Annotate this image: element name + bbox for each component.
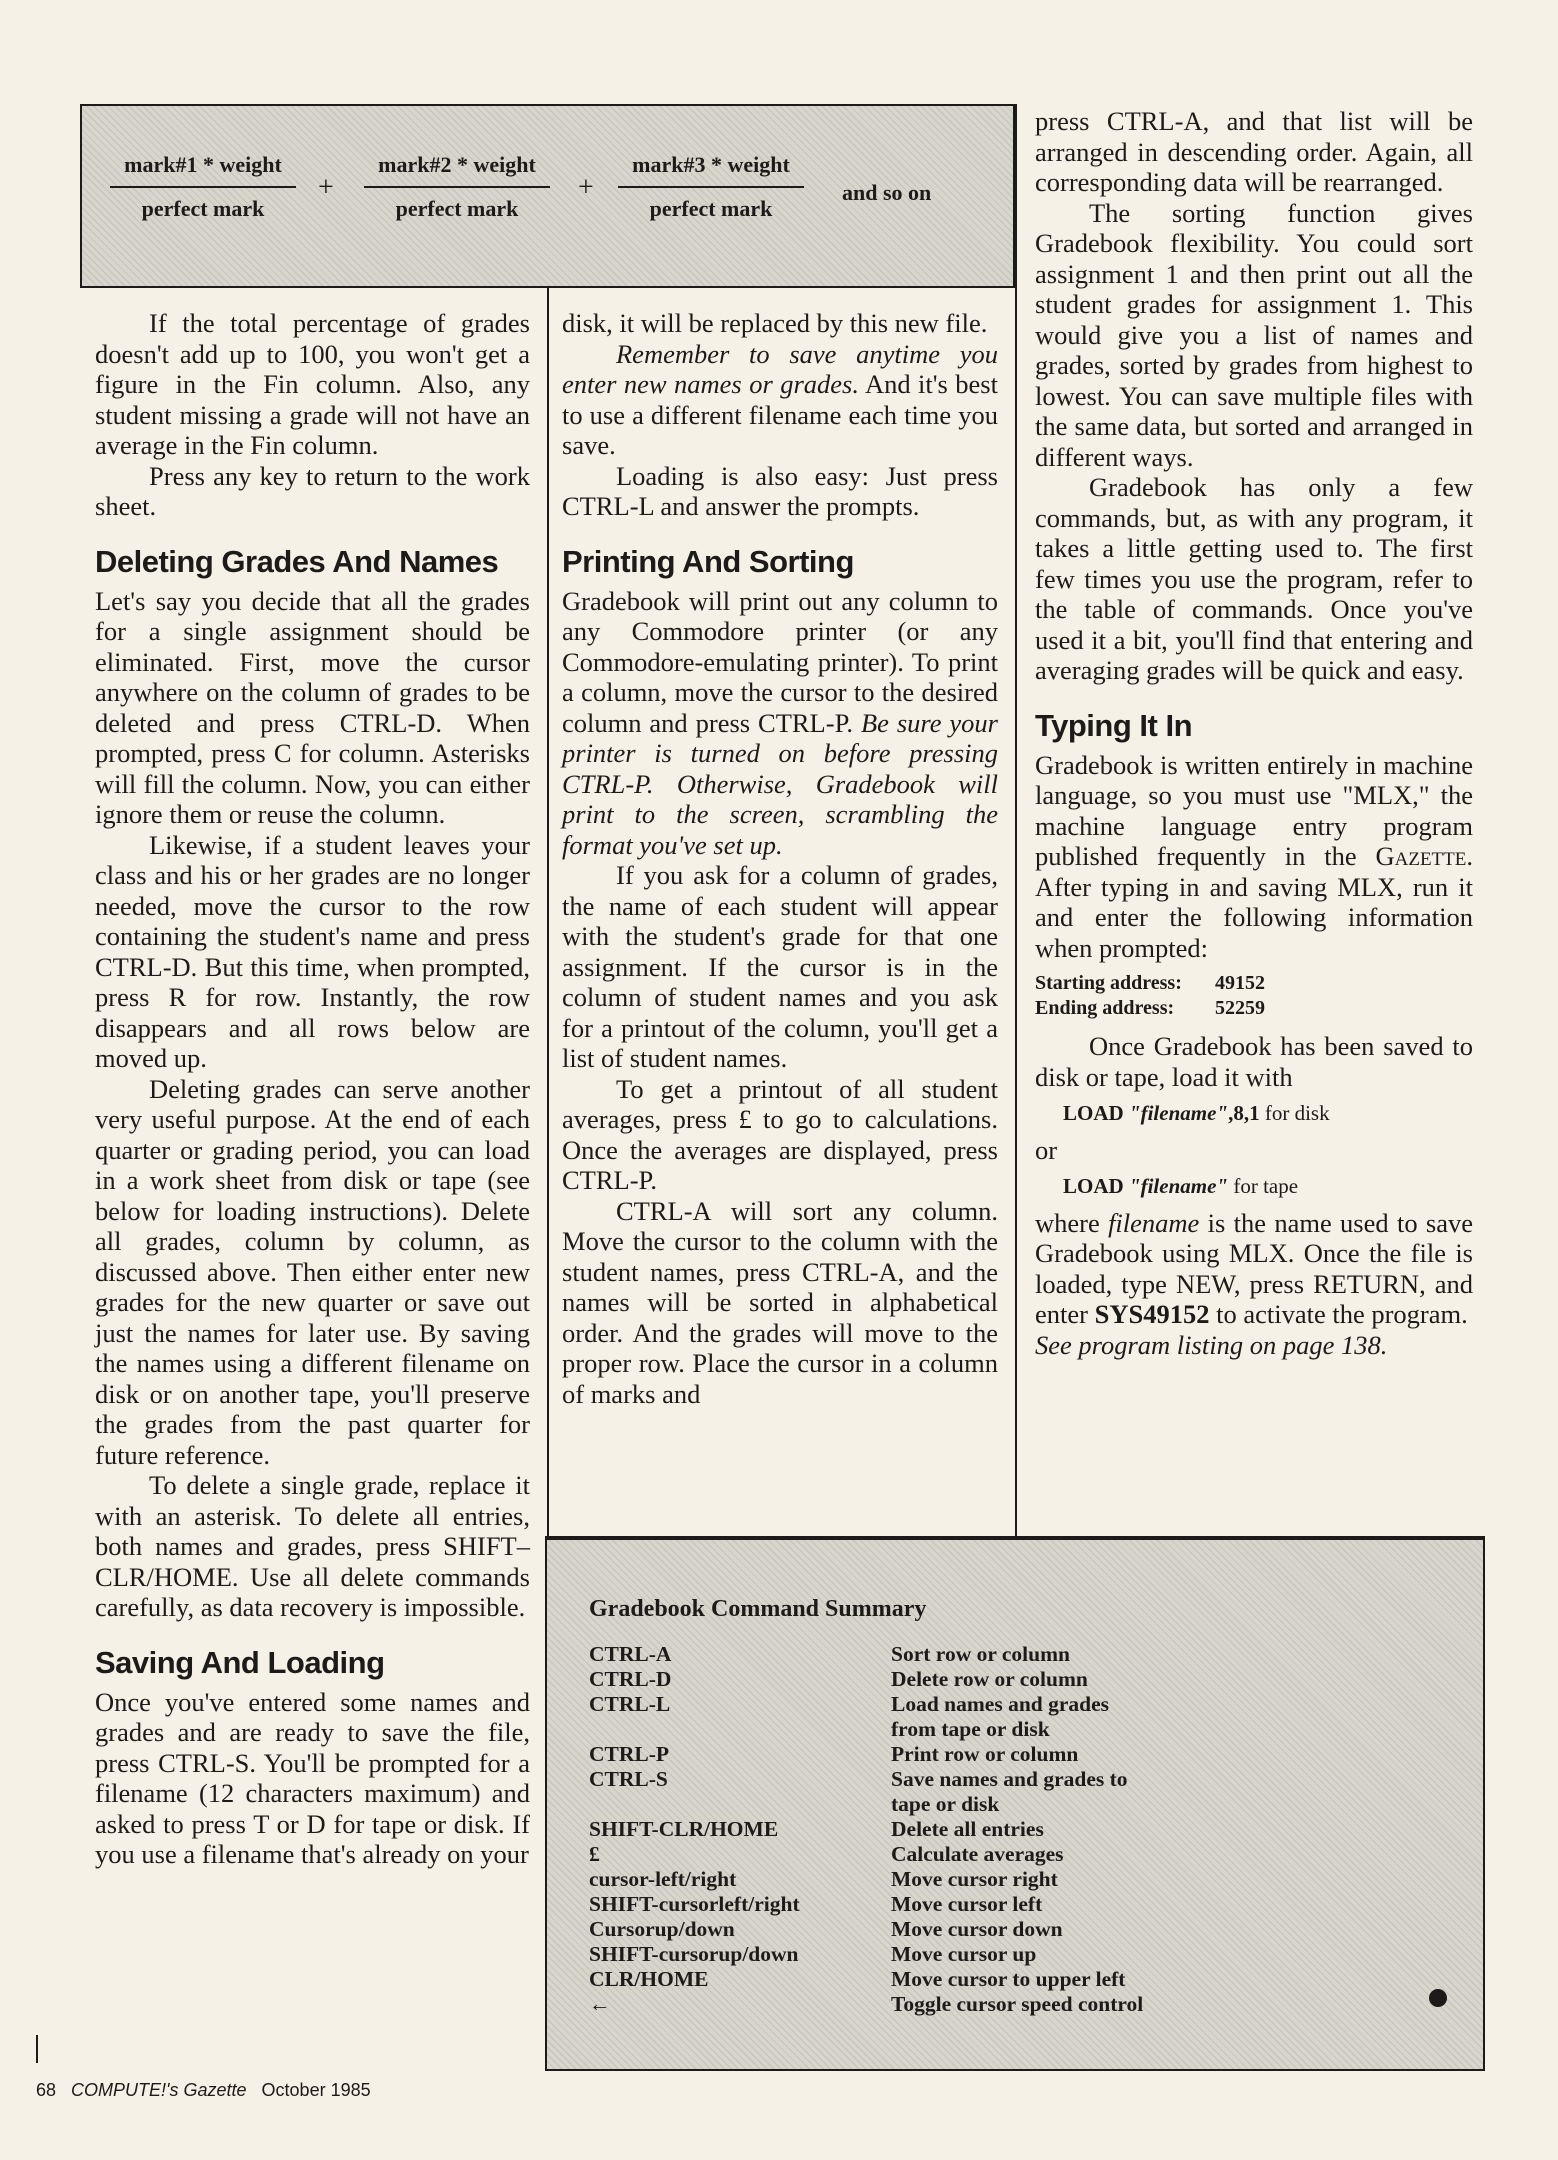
command-description: Sort row or column	[891, 1642, 1070, 1666]
load-filename: "filename"	[1128, 1101, 1229, 1125]
text: is the name used to save Gradebook using MLX. Once the file is loaded, type NEW, press RETURN, and enter	[1035, 1207, 1473, 1329]
paragraph	[1035, 1208, 1473, 1330]
publication-name: COMPUTE!'s Gazette	[71, 2080, 247, 2100]
or-text: or	[1035, 1134, 1058, 1165]
article-column-3	[1035, 106, 1473, 1360]
formula-term-2	[364, 152, 550, 222]
command-key: £	[589, 1842, 600, 1866]
command-description: Move cursor left	[891, 1892, 1043, 1916]
command-description: Delete row or column	[891, 1667, 1088, 1691]
command-description: Toggle cursor speed control	[891, 1992, 1144, 2016]
end-address-label: Ending address:	[1035, 997, 1175, 1019]
paragraph: press CTRL-A, and that list will be arranged in descending order. Again, all corresponding data will be rearranged.	[1035, 106, 1473, 197]
article-column-1	[95, 308, 530, 1870]
page-number: 68	[36, 2080, 57, 2100]
publication-name: Gazette	[1375, 841, 1467, 871]
paragraph: Press any key to return to the work sheet.	[95, 460, 530, 521]
command-key: Cursorup/down	[589, 1917, 735, 1941]
paragraph	[562, 339, 998, 461]
summary-row	[589, 1967, 1439, 1992]
summary-row	[589, 1992, 1439, 2017]
formula-denominator: perfect mark	[141, 196, 265, 221]
command-key: CTRL-A	[589, 1642, 672, 1666]
column-rule-2	[1015, 104, 1017, 1538]
load-keyword: LOAD	[1063, 1174, 1124, 1198]
section-heading-typing: Typing It In	[1035, 707, 1193, 743]
load-suffix: ,8,1	[1228, 1101, 1260, 1125]
formula-tail: and so on	[842, 180, 932, 205]
paragraph: To get a printout of all student averages, press £ to go to calculations. Once the averages are displayed, press CTRL-P.	[562, 1073, 998, 1195]
paragraph: Loading is also easy: Just press CTRL-L and answer the prompts.	[562, 460, 998, 521]
address-block	[1035, 971, 1473, 1021]
section-heading-printing: Printing And Sorting	[562, 543, 854, 579]
command-description: Move cursor up	[891, 1942, 1037, 1966]
paragraph: disk, it will be replaced by this new file.	[562, 308, 988, 338]
summary-row	[589, 1817, 1439, 1842]
command-description: Save names and grades to tape or disk	[891, 1767, 1128, 1816]
italic-text: Be sure your printer is turned on before pressing CTRL-P. Otherwise, Gradebook will print to the screen, scrambling the format you've set up.	[562, 707, 998, 860]
paragraph: Once you've entered some names and grades and are ready to save the file, press CTRL-S. You'll be prompted for a filename (12 characters maximum) and asked to press T or D for tape or disk. If you use a filename that's already on your	[95, 1686, 530, 1869]
summary-row	[589, 1692, 1439, 1742]
end-of-article-icon	[1429, 1989, 1447, 2007]
formula-numerator: mark#1 * weight	[110, 152, 296, 188]
summary-row	[589, 1917, 1439, 1942]
command-description: Print row or column	[891, 1742, 1079, 1766]
summary-table	[589, 1642, 1439, 2017]
left-margin-rule	[36, 2035, 38, 2063]
load-filename: "filename"	[1128, 1174, 1229, 1198]
summary-row	[589, 1867, 1439, 1892]
summary-title: Gradebook Command Summary	[589, 1596, 927, 1622]
italic-text: Remember to save anytime you enter new names or grades.	[562, 338, 998, 399]
load-tape-command	[1063, 1171, 1473, 1202]
page-footer	[36, 2080, 371, 2101]
command-description: Calculate averages	[891, 1842, 1064, 1866]
formula-numerator: mark#3 * weight	[618, 152, 804, 188]
formula-term-3	[618, 152, 804, 222]
command-key: cursor-left/right	[589, 1867, 737, 1891]
paragraph: If you ask for a column of grades, the name of each student will appear with the student's grade for that one assignment. If the cursor is in the column of student names and you ask for a printout of the column, you'll get a list of student names.	[562, 860, 998, 1073]
paragraph	[1035, 750, 1473, 964]
text: . After typing in and saving MLX, run it and enter the following information when prompted:	[1035, 841, 1473, 963]
paragraph: To delete a single grade, replace it with an asterisk. To delete all entries, both names and grades, press SHIFT–CLR/HOME. Use all delete commands carefully, as data recovery is impossible.	[95, 1470, 530, 1622]
summary-row	[589, 1842, 1439, 1867]
paragraph: If the total percentage of grades doesn't add up to 100, you won't get a figure in the Fin column. Also, any student missing a grade will not have an average in the Fin column.	[95, 308, 530, 460]
end-address-value: 52259	[1215, 997, 1265, 1019]
formula-term-1	[110, 152, 296, 222]
command-key: CLR/HOME	[589, 1967, 709, 1991]
text: to activate the program.	[1209, 1299, 1468, 1329]
paragraph: Once Gradebook has been saved to disk or tape, load it with	[1035, 1031, 1473, 1092]
paragraph	[562, 586, 998, 861]
command-key: SHIFT-CLR/HOME	[589, 1817, 779, 1841]
command-description: Load names and grades from tape or disk	[891, 1692, 1110, 1741]
summary-row	[589, 1892, 1439, 1917]
formula-box	[80, 104, 1015, 286]
summary-row	[589, 1742, 1439, 1767]
plus-operator: +	[578, 172, 594, 203]
text: Gradebook will print out any column to any Commodore printer (or any Commodore-emulating printer). To print a column, move the cursor to the desired column and press CTRL-P.	[562, 585, 998, 738]
command-key: ←	[589, 1992, 611, 2016]
summary-row	[589, 1667, 1439, 1692]
formula-numerator: mark#2 * weight	[364, 152, 550, 188]
start-address-label: Starting address:	[1035, 972, 1182, 994]
load-note: for disk	[1259, 1101, 1330, 1125]
paragraph: Gradebook has only a few commands, but, as with any program, it takes a little getting used to. The first few times you use the program, refer to the table of commands. Once you've used it a bit, you'll find that entering and averaging grades will be quick and easy.	[1035, 472, 1473, 685]
command-description: Move cursor down	[891, 1917, 1063, 1941]
command-description: Delete all entries	[891, 1817, 1044, 1841]
start-address-value: 49152	[1215, 972, 1265, 994]
section-heading-saving: Saving And Loading	[95, 1644, 385, 1680]
summary-row	[589, 1767, 1439, 1817]
summary-row	[589, 1642, 1439, 1667]
paragraph: Deleting grades can serve another very useful purpose. At the end of each quarter or grading period, you can load in a work sheet from disk or tape (see below for loading instructions). Delete all grades, column by column, as discussed above. Then either enter new grades for the new quarter or save out just the names for later use. By saving the names using a different filename on disk or on another tape, you'll preserve the grades from the past quarter for future reference.	[95, 1073, 530, 1470]
issue-date: October 1985	[261, 2080, 371, 2100]
formula-denominator: perfect mark	[649, 196, 773, 221]
paragraph: CTRL-A will sort any column. Move the cursor to the column with the student names, press CTRL-A, and the names will be sorted in alphabetical order. And the grades will move to the proper row. Place the cursor in a column of marks and	[562, 1195, 998, 1409]
load-note: for tape	[1228, 1174, 1299, 1198]
command-key: CTRL-S	[589, 1767, 668, 1791]
paragraph: Likewise, if a student leaves your class and his or her grades are no longer needed, move the cursor to the row containing the student's name and press CTRL-D. But this time, when prompted, press R for row. Instantly, the row disappears and all rows below are moved up.	[95, 829, 530, 1073]
listing-reference	[1035, 1330, 1473, 1361]
command-description: Move cursor right	[891, 1867, 1058, 1891]
plus-operator: +	[318, 172, 334, 203]
italic-text: See program listing on page 138.	[1035, 1329, 1388, 1360]
paragraph: Let's say you decide that all the grades for a single assignment should be eliminated. First, move the cursor anywhere on the column of grades to be deleted and press CTRL-D. When prompted, press C for column. Asterisks will fill the column. Now, you can either ignore them or reuse the column.	[95, 585, 530, 829]
section-heading-deleting: Deleting Grades And Names	[95, 543, 499, 579]
command-key: SHIFT-cursorup/down	[589, 1942, 799, 1966]
command-key: CTRL-D	[589, 1667, 672, 1691]
summary-row	[589, 1942, 1439, 1967]
article-column-2	[562, 308, 998, 1409]
sys-command: SYS49152	[1094, 1299, 1210, 1329]
command-key: SHIFT-cursorleft/right	[589, 1892, 800, 1916]
command-summary-box	[545, 1538, 1485, 2071]
command-description: Move cursor to upper left	[891, 1967, 1126, 1991]
column-rule-1	[547, 286, 549, 1538]
text: Gradebook is written entirely in machine language, so you must use "MLX," the machine language entry program published frequently in the	[1035, 749, 1473, 871]
text: And it's best to use a different filename each time you save.	[562, 369, 998, 460]
text: where	[1035, 1207, 1109, 1238]
formula-denominator: perfect mark	[395, 196, 519, 221]
load-keyword: LOAD	[1063, 1101, 1124, 1125]
command-key: CTRL-P	[589, 1742, 670, 1766]
command-key: CTRL-L	[589, 1692, 671, 1716]
italic-text: filename	[1108, 1207, 1200, 1238]
load-disk-command	[1063, 1098, 1473, 1129]
paragraph: The sorting function gives Gradebook flexibility. You could sort assignment 1 and then print out all the student grades for assignment 1. This would give you a list of names and grades, sorted by grades from highest to lowest. You can save multiple files with the same data, but sorted and arranged in different ways.	[1035, 197, 1473, 472]
